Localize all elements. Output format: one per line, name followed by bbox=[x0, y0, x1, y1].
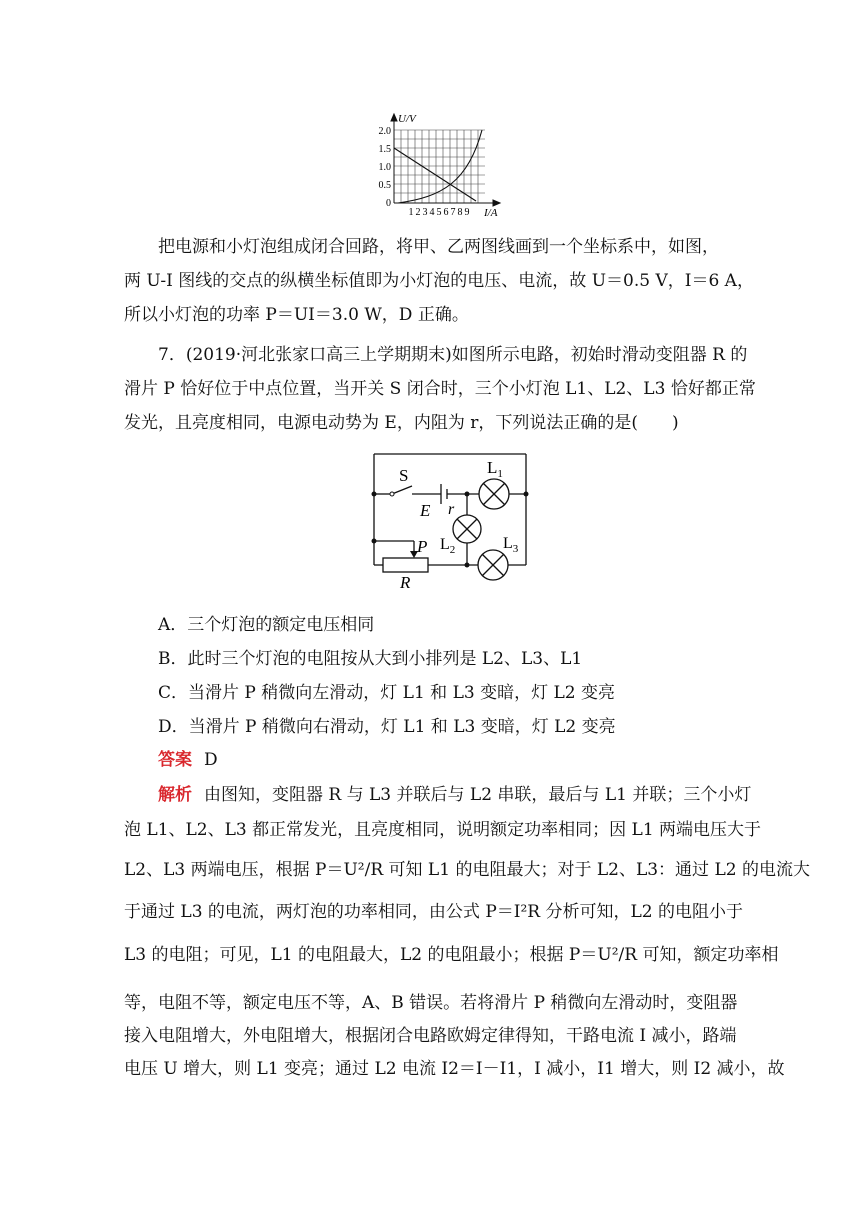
label-e: E bbox=[420, 501, 431, 520]
label-r: r bbox=[448, 501, 455, 518]
analysis-line: L3 的电阻；可见，L1 的电阻最大，L2 的电阻最小；根据 P＝U²/R 可知，额定功率相 bbox=[124, 945, 779, 965]
y-tick: 0 bbox=[386, 198, 391, 209]
x-tick: 6 bbox=[443, 207, 449, 218]
paragraph-line: 两 U-I 图线的交点的纵横坐标值即为小灯泡的电压、电流，故 U＝0.5 V，I＝6 A， bbox=[124, 271, 754, 291]
analysis-label: 解析 bbox=[158, 785, 192, 805]
analysis-line: 泡 L1、L2、L3 都正常发光，且亮度相同，说明额定功率相同；因 L1 两端电压大于 bbox=[124, 820, 762, 840]
label-p: P bbox=[417, 537, 428, 556]
x-tick: 4 bbox=[429, 207, 435, 218]
option-b: B．此时三个灯泡的电阻按从大到小排列是 L2、L3、L1 bbox=[158, 649, 583, 669]
analysis-line: 电压 U 增大，则 L1 变亮；通过 L2 电流 I2＝I－I1，I 减小，I1 增大，则 I2 减小，故 bbox=[124, 1059, 785, 1079]
x-tick: 9 bbox=[464, 207, 470, 218]
x-tick: 3 bbox=[422, 207, 428, 218]
x-tick: 1 bbox=[408, 207, 414, 218]
u-i-graph bbox=[372, 112, 522, 220]
paragraph-line: 把电源和小灯泡组成闭合回路，将甲、乙两图线画到一个坐标系中，如图， bbox=[158, 237, 719, 257]
option-c: C．当滑片 P 稍微向左滑动，灯 L1 和 L3 变暗，灯 L2 变亮 bbox=[158, 683, 615, 703]
x-axis-label: I/A bbox=[484, 207, 498, 219]
x-tick: 5 bbox=[436, 207, 442, 218]
label-l3: $L_3$ bbox=[503, 535, 519, 555]
label-l1: $L_1$ bbox=[487, 458, 503, 480]
question-line: 发光，且亮度相同，电源电动势为 E，内阻为 r，下列说法正确的是( ) bbox=[124, 413, 679, 433]
y-tick: 0.5 bbox=[378, 180, 391, 191]
label-s: S bbox=[399, 466, 409, 485]
analysis-line: 于通过 L3 的电流，两灯泡的功率相同，由公式 P＝I²R 分析可知，L2 的电阻小于 bbox=[124, 902, 743, 922]
lamp-l2 bbox=[453, 515, 481, 543]
lamp-l3 bbox=[478, 550, 508, 580]
axes bbox=[391, 114, 500, 206]
answer-line bbox=[158, 745, 774, 775]
circuit-diagram bbox=[362, 448, 534, 593]
x-tick: 7 bbox=[450, 207, 456, 218]
analysis-line: 解析 由图知，变阻器 R 与 L3 并联后与 L2 串联，最后与 L1 并联；三个小灯 bbox=[158, 785, 752, 805]
x-tick: 8 bbox=[457, 207, 463, 218]
analysis-line: 接入电阻增大，外电阻增大，根据闭合电路欧姆定律得知，干路电流 I 减小，路端 bbox=[124, 1026, 737, 1046]
question-line: 7．(2019·河北张家口高三上学期期末)如图所示电路，初始时滑动变阻器 R 的 bbox=[158, 345, 748, 365]
analysis-line: 等，电阻不等，额定电压不等，A、B 错误。若将滑片 P 稍微向左滑动时，变阻器 bbox=[124, 993, 738, 1013]
lamp-l1 bbox=[479, 479, 509, 509]
label-l2: $L_2$ bbox=[440, 536, 456, 556]
y-tick: 2.0 bbox=[378, 126, 391, 137]
analysis-line: L2、L3 两端电压，根据 P＝U²/R 可知 L1 的电阻最大；对于 L2、L3：通过 L2 的电流大 bbox=[124, 860, 810, 880]
question-line: 滑片 P 恰好位于中点位置，当开关 S 闭合时，三个小灯泡 L1、L2、L3 恰好都正常 bbox=[124, 379, 756, 399]
lamp-curve bbox=[398, 130, 482, 203]
y-tick: 1.0 bbox=[378, 162, 391, 173]
grid bbox=[394, 130, 485, 203]
y-tick: 1.5 bbox=[378, 144, 391, 155]
option-a: A．三个灯泡的额定电压相同 bbox=[158, 615, 375, 635]
paragraph-line: 所以小灯泡的功率 P＝UI＝3.0 W，D 正确。 bbox=[124, 305, 469, 325]
option-d: D．当滑片 P 稍微向右滑动，灯 L1 和 L3 变暗，灯 L2 变亮 bbox=[158, 717, 616, 737]
answer-value: D bbox=[204, 750, 218, 770]
y-axis-label: U/V bbox=[398, 113, 416, 125]
answer-label: 答案 bbox=[158, 750, 192, 770]
label-r-rheostat: R bbox=[400, 573, 411, 592]
x-tick: 2 bbox=[415, 207, 421, 218]
